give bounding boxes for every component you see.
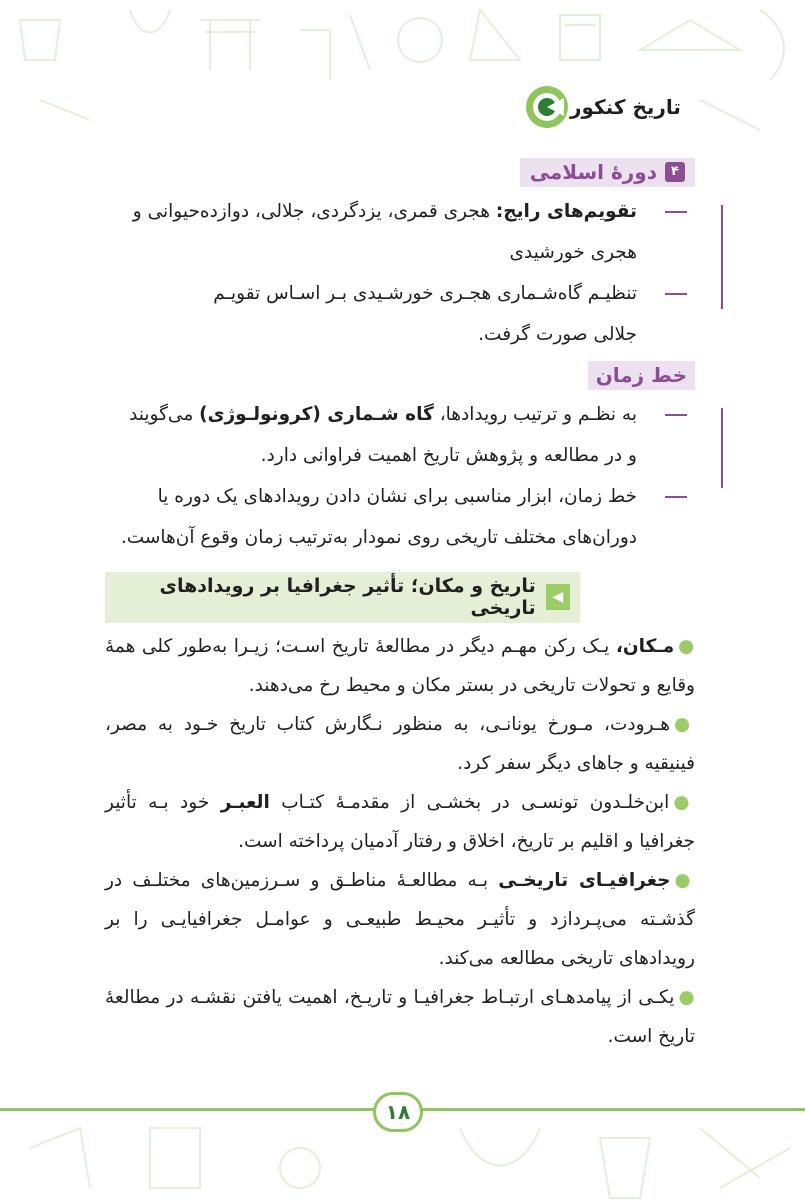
bullet-icon: ● [673,714,695,735]
item-continuation: هجری خورشیدی [509,242,637,263]
section-heading-timeline [588,361,695,390]
timeline-list [105,394,695,558]
bullet-text: یکـی از پیامدهـای ارتبـاط جغرافیـا و تاریـخ، اهمیت یافتن نقشـه در مطالعهٔ تاریخ است. [105,987,695,1047]
geography-bullets [105,627,695,1056]
bullet-text: یـک رکن مهـم دیگر در مطالعهٔ تاریخ اسـت؛ زیـرا به‌طور کلی همهٔ وقایع و تحولات تاریخی در بستر مکان و محیط رخ می‌دهند. [105,636,695,696]
section-number: ۴ [665,162,685,182]
item-term: تقویم‌های رایج: [495,201,637,222]
bracket-line [721,205,723,309]
bullet-item [105,861,695,978]
bullet-text: بـه مطالعـهٔ مناطـق و سـرزمین‌های مختلـف در گذشـته می‌پـردازد و تأثیـر محیـط طبیعـی و عوامـل جغرافیایـی را بر رویدادهای تاریخی مطالعه می‌کند. [105,870,695,969]
subsection-heading-geography [105,572,580,623]
section-heading-islamic-era [520,158,695,187]
bullet-icon: ● [674,870,695,891]
bullet-text: هـرودت، مـورخ یونانـی، به منظور نـگارش کتاب تاریخ خـود به مصر، فینیقیه و جاهای دیگر سفر کرد. [105,714,695,774]
item-continuation: و در مطالعه و پژوهش تاریخ اهمیت فراوانی دارد. [260,445,637,466]
section-title: خط زمان [595,363,687,387]
section-title: دورهٔ اسلامی [529,160,657,184]
list-item [105,476,637,517]
bracket-line [721,408,723,488]
page-number: ۱۸ [373,1092,423,1132]
list-item [105,191,637,232]
subsection-title: تاریخ و مکان؛ تأثیر جغرافیا بر رویدادهای تاریخی [159,575,536,619]
bullet-text: ابن‌خلـدون تونسـی در بخشـی از مقدمـهٔ کتـاب [269,792,670,813]
bullet-item [105,978,695,1056]
calendar-list [105,191,695,355]
bullet-item [105,705,695,783]
page-content [105,152,695,1056]
item-text: به نظـم و ترتیب رویدادها، [433,404,637,425]
item-text: خط زمان، ابزار مناسبی برای نشان دادن رویدادهای یک دوره یا [157,486,637,507]
item-text: تنظیـم گاه‌شـماری هجـری خورشـیدی بـر اسـاس تقویـم [213,283,637,304]
list-item [105,273,637,314]
list-item [105,394,637,435]
item-text: می‌گویند [129,404,200,425]
bullet-item [105,783,695,861]
bullet-item [105,627,695,705]
bullet-icon: ● [673,792,695,813]
bullet-icon: ● [678,987,695,1008]
book-logo [524,78,696,136]
item-text: هجری قمری، یزدگردی، جلالی، دوازده‌حیوانی و [132,201,496,222]
bullet-text: خود بـه تأثیر جغرافیا و اقلیم بر تاریخ، اخلاق و رفتار آدمیان پرداخته است. [105,792,695,852]
book-title: تاریخ کنکور [570,95,681,119]
logo-icon [524,84,570,130]
bullet-term: جغرافیـای تاریخـی [498,870,671,891]
item-continuation: دوران‌های مختلف تاریخی روی نمودار به‌ترتیب زمان وقوع آن‌هاست. [120,527,637,548]
play-arrow-icon: ◀ [546,584,570,610]
bullet-term: مـکان، [615,636,675,657]
item-term: گاه شـماری (کرونولـوژی) [199,404,434,425]
bullet-term: العبـر [220,792,270,813]
item-continuation: جلالی صورت گرفت. [478,324,637,345]
bullet-icon: ● [678,636,695,657]
